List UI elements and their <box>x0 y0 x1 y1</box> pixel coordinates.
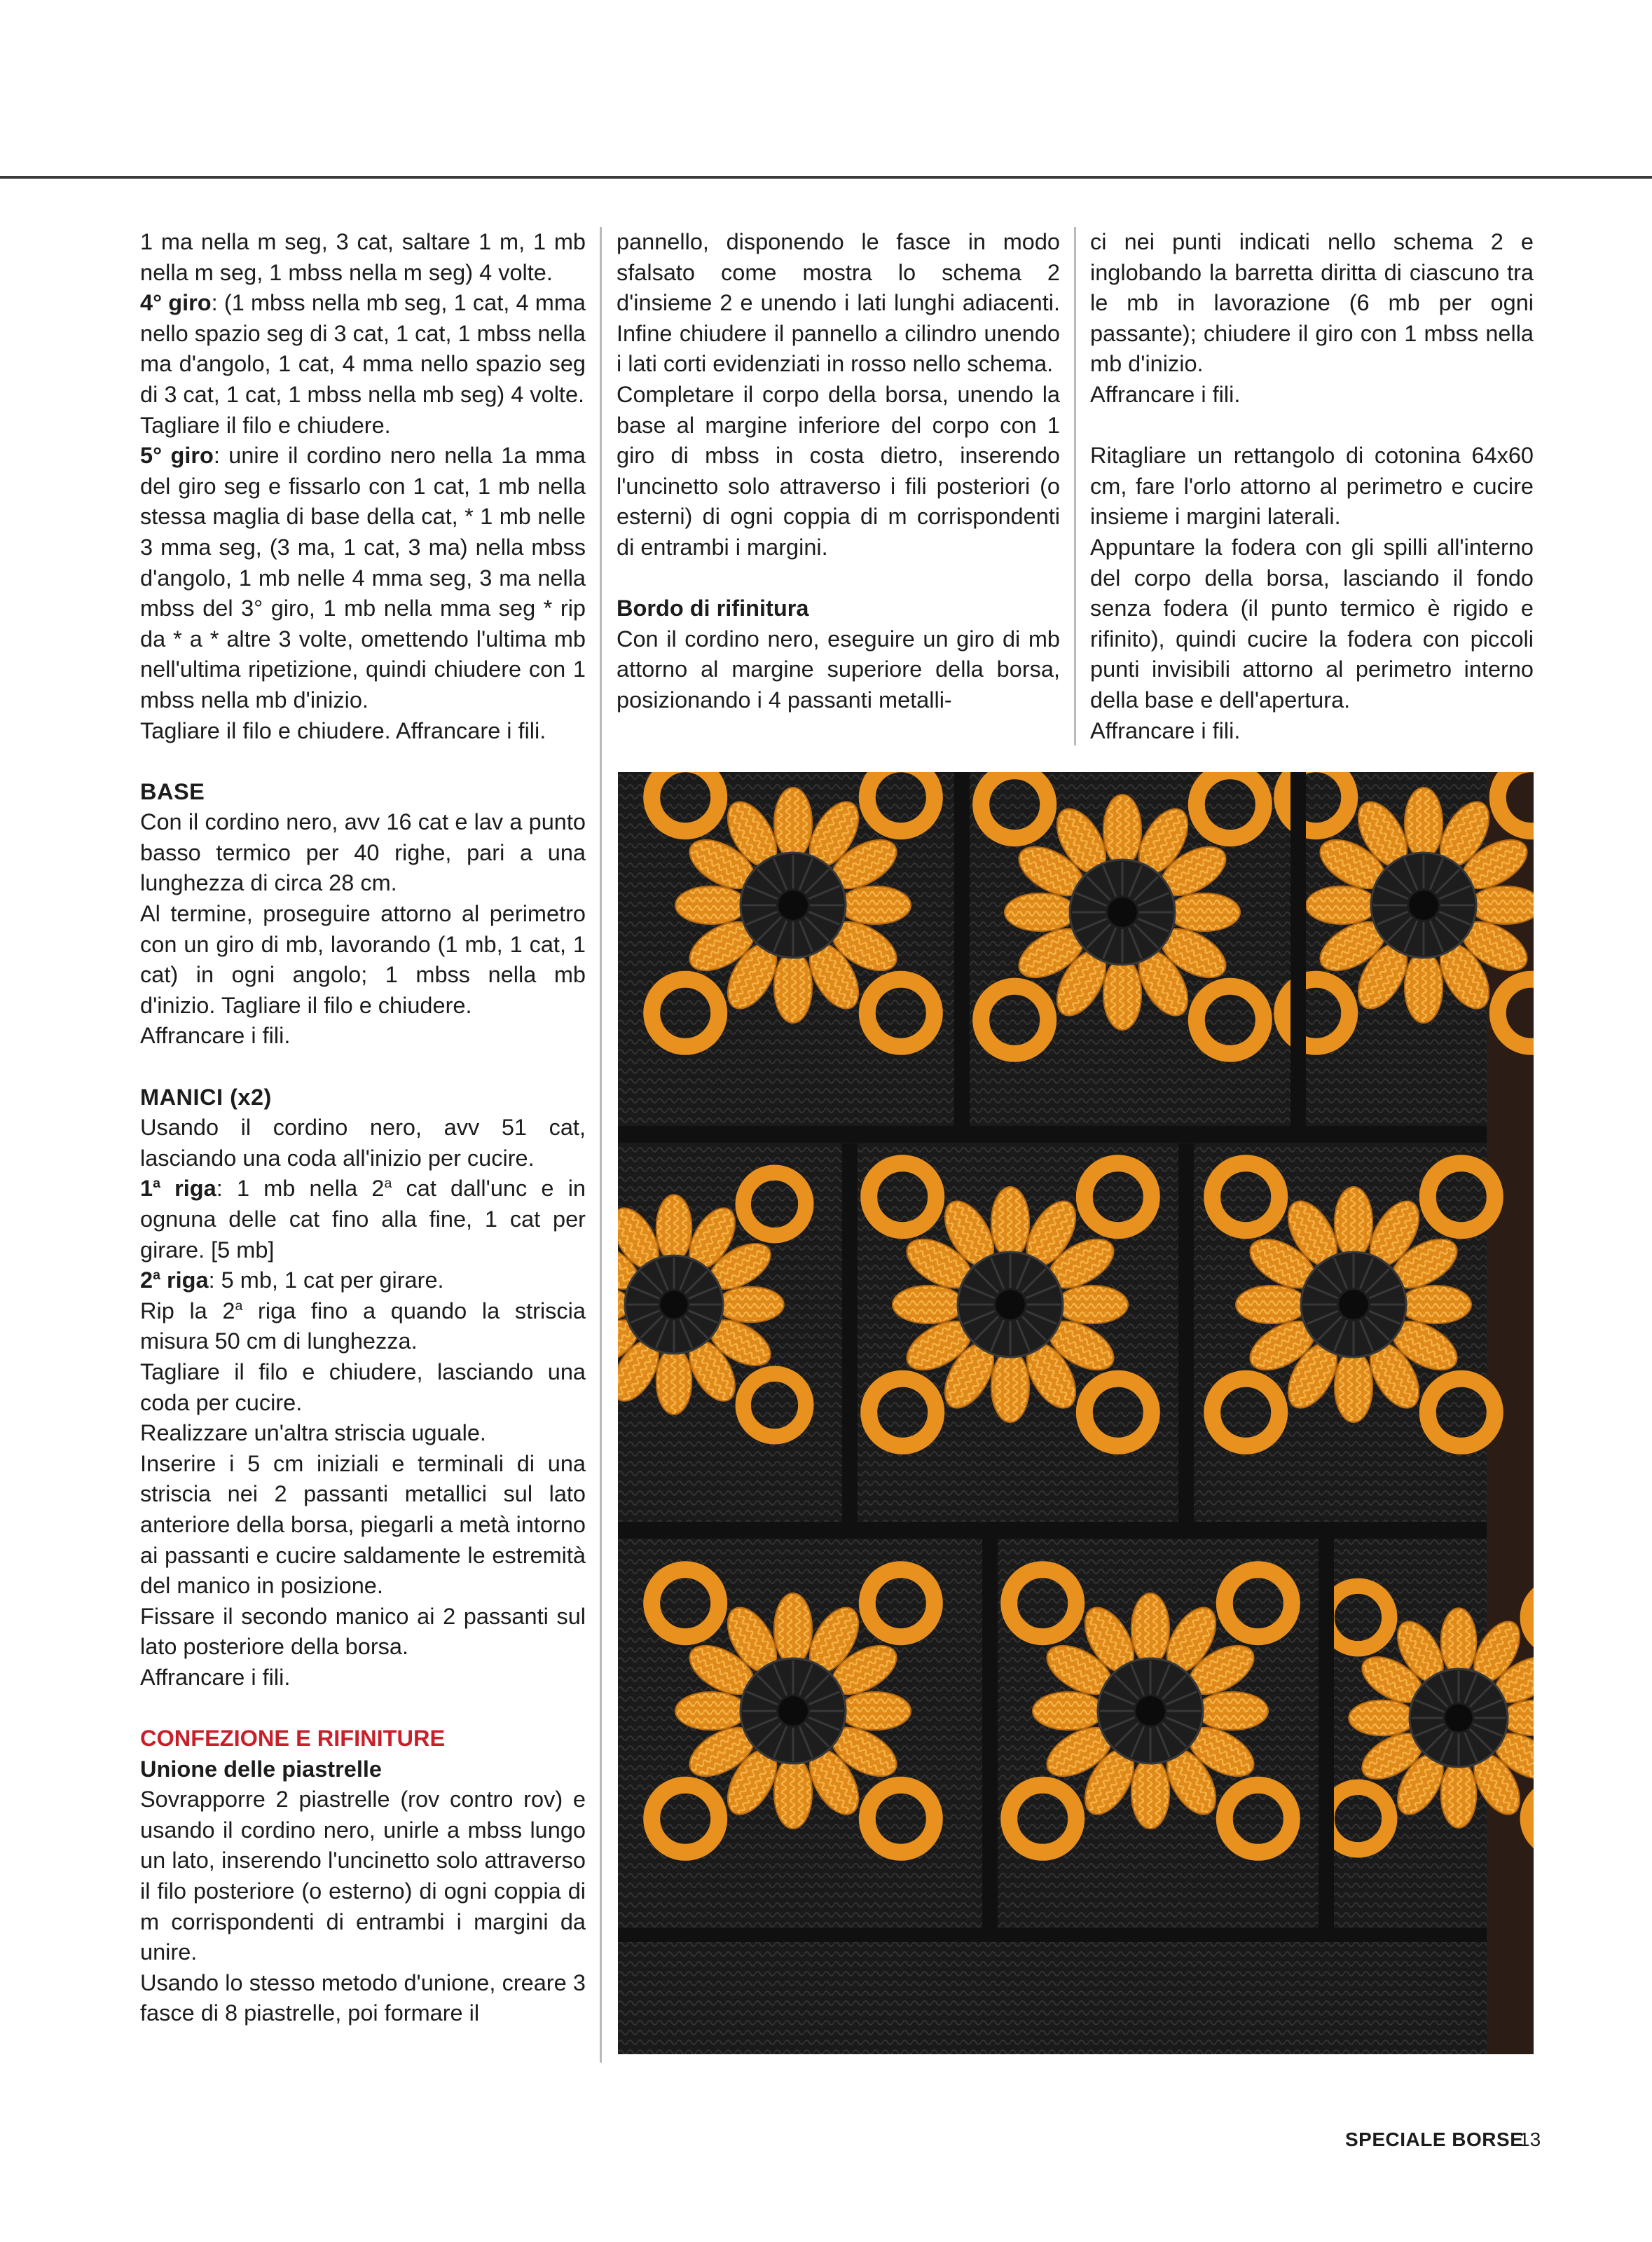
section-title-confezione: CONFEZIONE E RIFINITURE <box>140 1726 446 1752</box>
round-text: : unire il cordino nero nella 1a mma del giro seg e fissarlo con 1 cat, 1 mb nella stessa maglia di base della cat, * 1 mb nelle 3 mma seg, (3 ma, 1 cat, 3 ma) nella mbss d'angolo, 1 mb nelle 4 mma seg, 3 ma nella mbss del 3° giro, 1 mb nella mma seg * rip da * a * altre 3 volte, omettendo l'ultima mb nell'ultima ripetizione, quindi chiudere con 1 mbss nella mb d'inizio. <box>140 443 586 713</box>
paragraph <box>140 288 586 410</box>
row-label: 2$^a$ riga <box>140 1267 209 1293</box>
paragraph: Affrancare i fili. <box>140 1023 291 1049</box>
paragraph: Usando il cordino nero, avv 51 cat, lasciando una coda all'inizio per cucire. <box>140 1115 586 1171</box>
paragraph: Con il cordino nero, eseguire un giro di mb attorno al margine superiore della borsa, posizionando i 4 passanti metalli- <box>617 626 1060 713</box>
paragraph: pannello, disponendo le fasce in modo sfalsato come mostra lo schema 2 d'insieme 2 e unendo i lati lunghi adiacenti. Infine chiudere il pannello a cilindro unendo i lati corti evidenziati in rosso nello schema. <box>617 229 1060 377</box>
paragraph: Tagliare il filo e chiudere, lasciando una coda per cucire. <box>140 1359 586 1415</box>
section-title-base: BASE <box>140 778 205 804</box>
subsection-title: Unione delle piastrelle <box>140 1756 382 1782</box>
paragraph: Affrancare i fili. <box>1090 717 1241 743</box>
paragraph: Tagliare il filo e chiudere. <box>140 412 391 438</box>
paragraph: Ritagliare un rettangolo di cotonina 64x60 cm, fare l'orlo attorno al perimetro e cucire insieme i margini laterali. <box>1090 443 1534 530</box>
paragraph: Realizzare un'altra striscia uguale. <box>140 1420 486 1446</box>
paragraph: Rip la 2$^a$ riga fino a quando la striscia misura 50 cm di lunghezza. <box>140 1298 586 1354</box>
paragraph: ci nei punti indicati nello schema 2 e inglobando la barretta diritta di ciascuno tra le mb in lavorazione (6 mb per ogni passante); chiudere il giro con 1 mbss nella mb d'inizio. <box>1090 229 1534 377</box>
crochet-illustration <box>618 772 1534 2054</box>
text-column-1 <box>140 227 586 2029</box>
paragraph <box>140 441 586 715</box>
paragraph: 1 ma nella m seg, 3 cat, saltare 1 m, 1 mb nella m seg, 1 mbss nella m seg) 4 volte. <box>140 229 586 285</box>
paragraph: Completare il corpo della borsa, unendo la base al margine inferiore del corpo con 1 giro di mbss in costa dietro, inserendo l'uncinetto solo attraverso i fili posteriori (o esterni) di ogni coppia di m corrispondenti di entrambi i margini. <box>617 381 1060 560</box>
text-column-2 <box>617 227 1060 716</box>
paragraph: Inserire i 5 cm iniziali e terminali di una striscia nei 2 passanti metallici sul lato anteriore della borsa, piegarli a metà intorno ai passanti e cucire saldamente le estremità del manico in posizione. <box>140 1450 586 1599</box>
round-label: 4° giro <box>140 290 212 316</box>
subsection-title: Bordo di rifinitura <box>617 596 809 621</box>
paragraph: Usando lo stesso metodo d'unione, creare 3 fasce di 8 piastrelle, poi formare il <box>140 1969 586 2026</box>
round-label: 5° giro <box>140 443 214 469</box>
page-number: 13 <box>1519 2128 1541 2150</box>
column-divider <box>600 227 602 2063</box>
paragraph: Affrancare i fili. <box>140 1664 291 1690</box>
paragraph: 2$^a$ riga: 5 mb, 1 cat per girare. <box>140 1267 444 1293</box>
text-column-3 <box>1090 227 1534 746</box>
paragraph: Sovrapporre 2 piastrelle (rov contro rov) e usando il cordino nero, unirle a mbss lungo un lato, inserendo l'uncinetto solo attraverso il filo posteriore (o esterno) di ogni coppia di m corrispondenti di entrambi i margini da unire. <box>140 1787 586 1965</box>
column-divider <box>1074 227 1076 745</box>
paragraph: Con il cordino nero, avv 16 cat e lav a punto basso termico per 40 righe, pari a una lunghezza di circa 28 cm. <box>140 809 586 896</box>
paragraph: Fissare il secondo manico ai 2 passanti sul lato posteriore della borsa. <box>140 1603 586 1660</box>
top-rule <box>0 176 1652 179</box>
paragraph: Al termine, proseguire attorno al perimetro con un giro di mb, lavorando (1 mb, 1 cat, 1 cat) in ogni angolo; 1 mbss nella mb d'inizio. Tagliare il filo e chiudere. <box>140 901 586 1018</box>
magazine-title: SPECIALE BORSE <box>1345 2128 1524 2150</box>
section-title-manici: MANICI (x2) <box>140 1084 272 1110</box>
row-label: 1$^a$ riga <box>140 1176 216 1202</box>
crochet-photo <box>618 772 1534 2054</box>
round-text: : (1 mbss nella mb seg, 1 cat, 4 mma nello spazio seg di 3 cat, 1 cat, 1 mbss nella ma d'angolo, 1 cat, 4 mma nello spazio seg di 3 cat, 1 cat, 1 mbss nella mb seg) 4 volte. <box>140 290 586 407</box>
paragraph: Affrancare i fili. <box>1090 381 1241 407</box>
paragraph: Appuntare la fodera con gli spilli all'interno del corpo della borsa, lasciando il fondo senza fodera (il punto termico è rigido e rifinito), quindi cucire la fodera con piccoli punti invisibili attorno al perimetro interno della base e dell'apertura. <box>1090 534 1534 713</box>
paragraph: Tagliare il filo e chiudere. Affrancare i fili. <box>140 717 546 743</box>
paragraph: 1$^a$ riga: 1 mb nella 2$^a$ cat dall'unc e in ognuna delle cat fino alla fine, 1 cat per girare. [5 mb] <box>140 1176 586 1263</box>
